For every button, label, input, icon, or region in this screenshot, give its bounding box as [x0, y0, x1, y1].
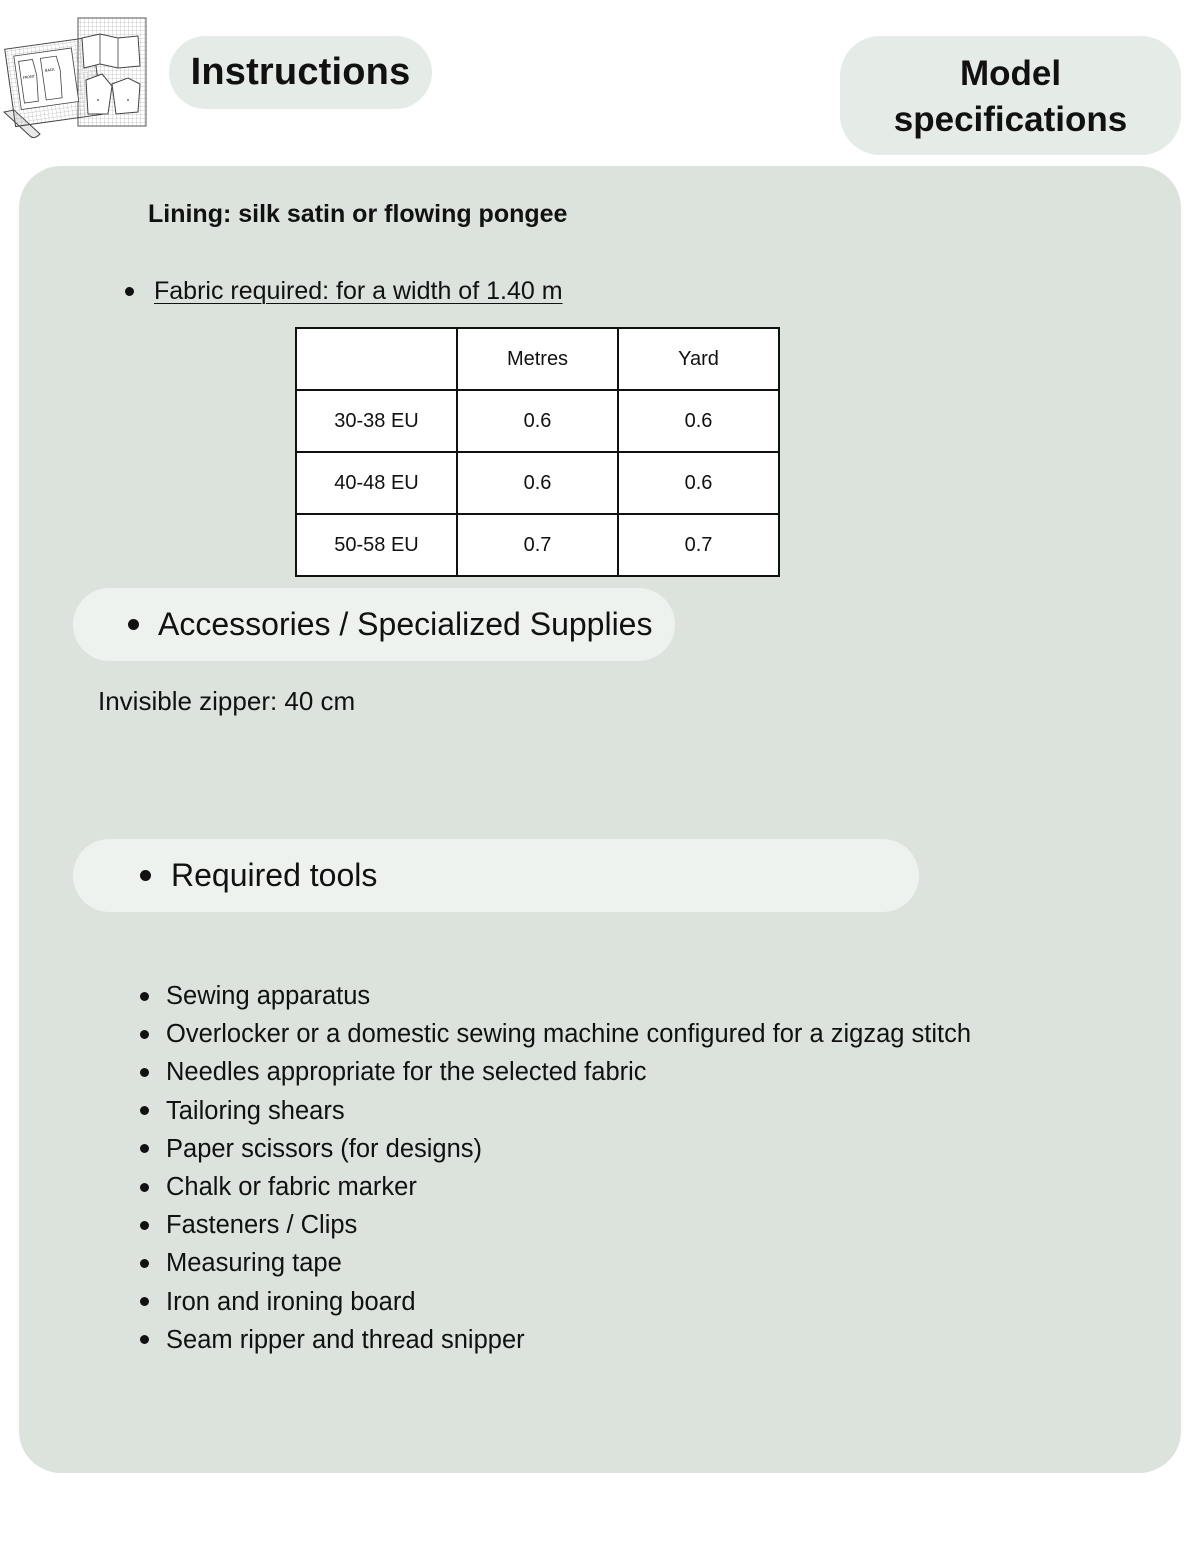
tools-heading — [73, 839, 919, 912]
tool-label: Iron and ironing board — [166, 1287, 416, 1316]
instructions-tab — [169, 36, 432, 109]
tools-list — [140, 977, 971, 1359]
tools-heading-text: Required tools — [171, 857, 378, 893]
table-header-cell: Yard — [618, 328, 779, 390]
model-spec-line2: specifications — [893, 99, 1128, 139]
table-row — [296, 452, 779, 514]
tool-label: Measuring tape — [166, 1249, 342, 1278]
tool-label: Overlocker or a domestic sewing machine configured for a zigzag stitch — [166, 1020, 972, 1049]
table-row — [296, 390, 779, 452]
tool-label: Needles appropriate for the selected fabric — [166, 1058, 647, 1087]
table-cell: 0.7 — [457, 514, 618, 576]
sewing-pattern-sheets-icon — [0, 14, 150, 142]
list-item — [140, 977, 971, 1015]
model-specifications-tab — [840, 36, 1181, 155]
table-cell: 0.7 — [618, 514, 779, 576]
lining-title: Lining: silk satin or flowing pongee — [148, 200, 568, 228]
tool-label: Seam ripper and thread snipper — [166, 1325, 525, 1354]
bullet-icon — [140, 1068, 149, 1077]
bullet-icon — [140, 1221, 149, 1230]
list-item — [140, 1283, 971, 1321]
table-cell: 0.6 — [618, 390, 779, 452]
table-cell: 50-58 EU — [296, 514, 457, 576]
svg-text:BACK: BACK — [44, 67, 55, 73]
bullet-icon — [140, 1259, 149, 1268]
bullet-icon — [140, 1106, 149, 1115]
table-cell: 0.6 — [457, 452, 618, 514]
table-row — [296, 514, 779, 576]
bullet-icon — [140, 992, 149, 1001]
svg-text:FRONT: FRONT — [22, 74, 36, 80]
bullet-icon — [140, 870, 151, 881]
accessories-heading-text: Accessories / Specialized Supplies — [158, 606, 653, 642]
fabric-required-item — [125, 277, 563, 306]
list-item — [140, 1053, 971, 1091]
table-header-row — [296, 328, 779, 390]
tool-label: Paper scissors (for designs) — [166, 1134, 483, 1163]
list-item — [140, 1321, 971, 1359]
bullet-icon — [128, 619, 139, 630]
bullet-icon — [125, 287, 134, 296]
table-cell: 0.6 — [618, 452, 779, 514]
model-spec-line1: Model — [959, 53, 1062, 93]
table-cell: 30-38 EU — [296, 390, 457, 452]
tool-label: Sewing apparatus — [166, 982, 371, 1010]
list-item — [140, 1092, 971, 1130]
accessories-heading — [73, 588, 675, 661]
bullet-icon — [140, 1297, 149, 1306]
list-item — [140, 1015, 971, 1053]
fabric-table — [295, 327, 780, 577]
bullet-icon — [140, 1030, 149, 1039]
accessory-item: Invisible zipper: 40 cm — [98, 686, 356, 716]
list-item — [140, 1168, 971, 1206]
list-item — [140, 1244, 971, 1282]
tool-label: Chalk or fabric marker — [166, 1172, 417, 1201]
bullet-icon — [140, 1183, 149, 1192]
table-cell: 0.6 — [457, 390, 618, 452]
table-header-cell: Metres — [457, 328, 618, 390]
list-item — [140, 1130, 971, 1168]
table-header-cell — [296, 328, 457, 390]
fabric-required-text: Fabric required: for a width of 1.40 m — [154, 277, 563, 305]
tool-label: Tailoring shears — [166, 1096, 345, 1125]
bullet-icon — [140, 1144, 149, 1153]
bullet-icon — [140, 1335, 149, 1344]
table-cell: 40-48 EU — [296, 452, 457, 514]
tool-label: Fasteners / Clips — [166, 1211, 358, 1240]
list-item — [140, 1206, 971, 1244]
instructions-label: Instructions — [190, 51, 411, 93]
